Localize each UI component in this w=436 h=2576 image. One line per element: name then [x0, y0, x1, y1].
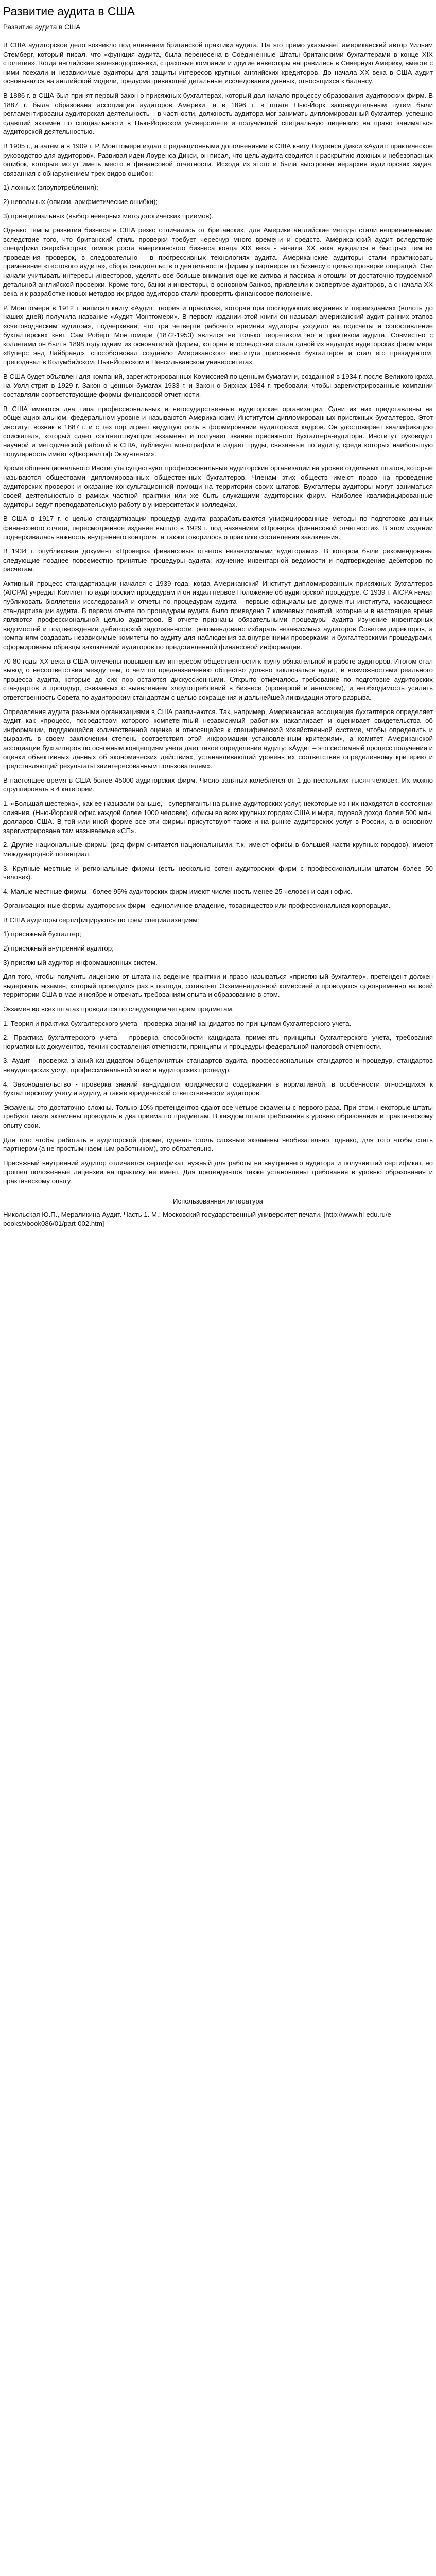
article-paragraph: 2. Практика бухгалтерского учета - проверка способности кандидата применять принципы бухгалтерского учета, требования нормативных документов, техник составления отчетности, принципы и процедуры федеральной налоговой отчетности. — [3, 1033, 433, 1050]
article-paragraph: Определения аудита разными организациями в США различаются. Так, например, Американская ассоциация бухгалтеров определяет аудит как «процесс, посредством которого компетентный независимый работник накапливает и оценивает свидетельства об информации, поддающейся количественной оценке и относящейся к специфической хозяйственной системе, чтобы определить и выразить в своем заключении степень соответствия этой информации установленным критериям», а комитет Американской ассоциации бухгалтеров по основным концепциям учета дает такое определение аудиту: «Аудит – это системный процесс получения и оценки объективных данных об экономических действиях, устанавливающий уровень их соответствия определенному критерию и представляющий результаты заинтересованным пользователям». — [3, 707, 433, 770]
article-paragraph: 3. Крупные местные и региональные фирмы (есть несколько сотен аудиторских фирм с профессиональным штатом более 50 человек). — [3, 864, 433, 882]
page-title: Развитие аудита в США — [3, 5, 135, 18]
article-paragraph: Активный процесс стандартизации начался с 1939 года, когда Американский Институт дипломированных присяжных бухгалтеров (AICPA) учредил Комитет по аудиторским процедурам и он издал первое Положение об аудиторской процедуре. С 1939 г. AICPA начал публиковать бюллетени исследований и отчеты по процедурам аудита - первые официальные документы института, касающиеся стандартизации аудита. В первом отчете по процедурам аудита было приведено 7 ключевых понятий, которые и в настоящее время являются профессиональной целью аудиторов. В отчете признаны обязательными процедуры аудита изучение инвентарных ведомостей и подтверждение дебиторской задолженности, рекомендовано избирать независимых аудиторов Советом директоров, а компаниям создавать независимые комитеты по аудиту для наблюдения за внутренними проверками и бухгалтерскими процедурами, сформированы образцы заключений аудиторов по представленной финансовой информации. — [3, 579, 433, 651]
article-body — [3, 41, 433, 1186]
article-paragraph: В США аудиторское дело возникло под влиянием британской практики аудита. На это прямо указывает американский автор Уильям Стемберг, который писал, что «функция аудита, была перенесена в Соединенные Штаты британскими бухгалтерами в конце XIX столетия». Когда английские железнодорожники, страховые компании и другие инвесторы направились в Северную Америку, вместе с ними поехали и независимые аудиторы для защиты интересов крупных английских кредиторов. До начала XX века в США аудит основывался на английской модели, предусматривающей детальные исследования данных, относящихся к балансу. — [3, 41, 433, 86]
article-paragraph: Кроме общенационального Института существуют профессиональные аудиторские организации на уровне отдельных штатов, которые называются обществами дипломированных общественных бухгалтеров. Членам этих обществ имеют право на проведение аудиторских проверок и оказание консультационной помощи на территории своих штатов. Бухгалтеры-аудиторы могут заниматься своей деятельностью в рамках частной практики или же быть служащими аудиторских фирм. Наиболее квалифицированные аудиторы ведут преподавательскую работу в университетах и колледжах. — [3, 464, 433, 509]
article-paragraph: 3. Аудит - проверка знаний кандидатом общепринятых стандартов аудита, профессиональных стандартов и процедур, стандартов неаудиторских услуг, профессиональной этики и аудиторских процедур. — [3, 1057, 433, 1074]
article-paragraph: Экзамен во всех штатах проводится по следующим четырем предметам. — [3, 1005, 234, 1013]
article-paragraph: Присяжный внутренний аудитор отличается сертификат, нужный для работы на внутреннего аудитора и получивший сертификат, но прошел положенные лицензии на практику не имеет. Для претендентов также установлены требования в уровню образования и практическому опыту. — [3, 1159, 433, 1185]
article-paragraph: Р. Монтгомери в 1912 г. написал книгу «Аудит: теория и практика», которая при последующих изданиях и переизданиях (вплоть до наших дней) получила название «Аудит Монтгомери». В первом издании этой книги он называл американский аудит ранних этапов «счетоводческим аудитом», подчеркивая, что три четверти рабочего времени аудиторы уходило на подсчеты и сопоставление бухгалтерских книг. Сам Роберт Монтгомери (1872-1953) являлся не только теоретиком, но и практиком аудита. Совместно с коллегами он был в 1898 году одним из основателей фирмы, которая впоследствии стала одной из ведущих аудиторских фирм мира «Куперс энд Лайбранд», способствовал созданию Американского института присяжных бухгалтеров и стал его президентом, преподавал в Колумбийском, Нью-Йоркском и Пенсильванском университетах. — [3, 303, 433, 366]
article-paragraph: Однако темпы развития бизнеса в США резко отличались от британских, для Америки английские методы стали неприемлемыми вследствие того, что британский стиль проверки требует чересчур много времени и средств. Американский аудит вследствие специфики сверхбыстрых темпов роста американского бизнеса конца XIX века - начала XX века нуждался в быстрых темпах проведения проверок, в следовательно - в прогрессивных технологиях аудита. Американские аудиторы стали практиковать применение «тестового аудита», сбора свидетельств о деятельности фирмы у партнеров по бизнесу с целью проверки операций. Они начали учитывать интересы инвесторов, уделять все больше внимания оценке актива и пассива и отошли от достаточно трудоемкой детальной английской проверки. Кроме того, банки и инвесторы, в основном банков, привлекли к экспертизе аудиторов, а с начала XX века и к разработке новых методов их рядов аудиторов стали проверять финансовое положение. — [3, 226, 433, 298]
article-paragraph: 3) присяжный аудитор информационных систем. — [3, 958, 158, 967]
article-paragraph: В настоящее время в США более 45000 аудиторских фирм. Число занятых колеблется от 1 до нескольких тысяч человек. Их можно сгруппировать в 4 категории. — [3, 776, 433, 793]
article-paragraph: 1. «Большая шестерка», как ее называли раньше, - супергиганты на рынке аудиторских услуг, некоторые из них находятся в состоянии слияния. (Нью-Йорский офис каждой более 1000 человек), офисы во всех крупных городах США и мира, годовой доход более 500 млн. долларов США. В той или иной форме все эти фирмы присутствуют также и на рынке аудиторских услуг в России, а в основном зарегистрирована там называемые «СП». — [3, 799, 433, 835]
article-paragraph: В 1905 г., а затем и в 1909 г. Р. Монтгомери издал с редакционными дополнениями в США книгу Лоуренса Дикси «Аудит: практическое руководство для аудиторов». Развивая идеи Лоуренса Дикси, он писал, что цель аудита сводится к раскрытию ложных и небезопасных ошибок, которые могут иметь место в финансовой отчетности. Исходя из этого и была выстроена иерархия аудиторских задач, связанная с обнаружением трех видов ошибок: — [3, 142, 433, 177]
article-paragraph: 4. Законодательство - проверка знаний кандидатом юридического содержания в нормативной, в особенности относящихся к бухгалтерскому учету и аудиту, а также юридической ответственности аудиторов. — [3, 1080, 433, 1097]
article-paragraph: 4. Малые местные фирмы - более 95% аудиторских фирм имеют численность менее 25 человек и один офис. — [3, 887, 353, 895]
article-paragraph: В США имеются два типа профессиональных и негосударственные аудиторские организации. Одни из них представлены на общенациональном, федеральном уровне и называются Американским Институтом дипломированных присяжных бухгалтеров. Этот институт возник в 1887 г. и с тех пор играет ведущую роль в формировании аудиторских кадров. Он удостоверяет квалификацию соискателя, который сдает соответствующие экзамены и получает звание присяжного бухгалтера-аудитора. Институт руководит научной и методической работой в США, публикует монографии и издает труды, связанные по аудиту, среди которых наибольшую популярность имеет «Джорнал оф Экаунтенси». — [3, 404, 433, 458]
article-paragraph: В 1886 г. в США был принят первый закон о присяжных бухгалтерах, который дал начало процессу образования аудиторских фирм. В 1887 г. была образована ассоциация аудиторов Америки, а в 1896 г. в штате Нью-Йорк законодательным путем были регламентированы аудиторская деятельность – в частности, должность аудитора мог занимать дипломированный бухгалтер, успешно сдавший экзамен по специальности в Нью-Йоркском университете и получивший специальную лицензию на право заниматься аудиторской деятельностью. — [3, 91, 433, 136]
article-paragraph: 70-80-годы XX века в США отмечены повышенным интересом общественности к крупу обязательной и работе аудиторов. Итогом стал вывод о несоответствии между тем, о чем по предназначению общество должно заключаться аудит, и возможностями реального процесса аудита, которые до сих пор остаются дискуссионными. Открыто отмечалось требование по подготовке аудиторских стандартов и процедур, связанных с выявлением злоупотреблений в бизнесе (проверкой и анализом), и необходимость усилить ответственность Совета по аудиторским стандартам с целью сокращения и дальнейшей ликвидации этого разрыва. — [3, 657, 433, 701]
article-paragraph: 1) присяжный бухгалтер; — [3, 930, 81, 938]
article-paragraph: 2. Другие национальные фирмы (ряд фирм считается национальными, т.к. имеют офисы в большей части крупных городов), имеют международной потенциал. — [3, 841, 433, 858]
article-paragraph: 1) ложных (злоупотребления); — [3, 183, 98, 192]
references-list — [3, 1210, 433, 1228]
article-paragraph: В США будет объявлен для компаний, зарегистрированных Комиссией по ценным бумагам и, созданной в 1934 г. после Великого краха на Уолл-стрит в 1929 г. Закон о ценных бумагах 1933 г. и Закон о биржах 1934 г. требовали, чтобы зарегистрированные компании составляли соответствующие формы финансовой отчетности. — [3, 372, 433, 399]
references-heading: Использованная литература — [173, 1197, 263, 1205]
article-paragraph: 2) невольных (описки, арифметические ошибки); — [3, 197, 158, 206]
article-paragraph: Для того чтобы работать в аудиторской фирме, сдавать столь сложные экзамены необязательно, однако, для того чтобы стать партнером (а не простым наемным работником), это обязательно. — [3, 1136, 433, 1153]
article-paragraph: 1. Теория и практика бухгалтерского учета - проверка знаний кандидатов по принципам бухгалтерского учета. — [3, 1019, 352, 1027]
article-paragraph: В США в 1917 г. с целью стандартизации процедур аудита разрабатываются унифицированные методы по подготовке данных финансового отчета, пересмотренное издание вышло в 1929 г. под названием «Проверка финансовой отчетности». В этом издании подчеркивалась важность внутреннего контроля, а также говорилось о практике составления заключения. — [3, 515, 433, 541]
article-paragraph: Для того, чтобы получить лицензию от штата на ведение практики и право называться «присяжный бухгалтер», претендент должен выдержать экзамен, который проводится раз в полгода, сотавляет Экзаменационной комиссией и проводится одновременно на всей территории США в мае и ноябре и отвечать требованиям опыта и образованию в этом. — [3, 973, 433, 999]
page-subtitle: Развитие аудита в США — [3, 23, 81, 31]
article-paragraph: 2) присяжный внутренний аудитор; — [3, 944, 114, 953]
article-page — [0, 0, 436, 1234]
article-paragraph: В 1934 г. опубликован документ «Проверка финансовых отчетов независимыми аудиторами». В котором были рекомендованы следующие позднее повсеместно принятые процедуры аудита: изучение инвентарной ведомости и подтверждение дебиторов по расчетам. — [3, 547, 433, 573]
article-paragraph: 3) принципиальных (выбор неверных методологических приемов). — [3, 212, 214, 220]
article-paragraph: Экзамены это достаточно сложны. Только 10% претендентов сдают все четыре экзамены с первого раза. При этом, некоторые штаты требуют такие экзамены проводить в два приема по предметам. В каждом штате требования к уровню образования и практическому опыту свои. — [3, 1103, 433, 1129]
reference-item: Никольская Ю.П., Мераликина Аудит. Часть 1. М.: Московский государственный университет печати. [http://www.hi-edu.ru/e-books/xbook086/01/part-002.htm] — [3, 1210, 394, 1228]
article-paragraph: Организационные формы аудиторских фирм - единоличное владение, товарищество или профессиональная корпорация. — [3, 902, 391, 910]
article-paragraph: В США аудиторы сертифицируются по трем специализациям: — [3, 916, 199, 924]
